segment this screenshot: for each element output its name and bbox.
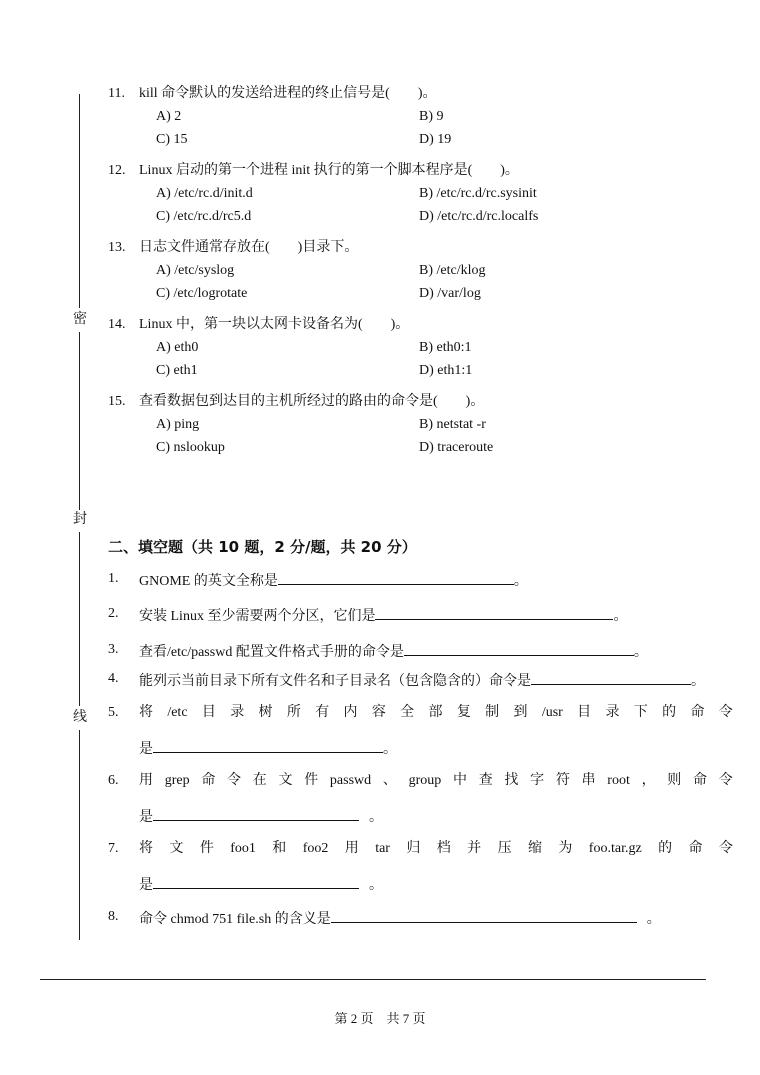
option-c: C) 15 [156,132,188,147]
word: 下 [633,705,648,720]
word: 并 [467,841,482,856]
word: 所 [286,705,301,720]
word: 文 [278,773,293,788]
word: 在 [252,773,267,788]
word: 录 [230,705,245,720]
option-a: A) 2 [156,109,182,124]
word: 、 [382,773,397,788]
word: 文 [169,841,184,856]
option-b: B) 9 [419,109,444,124]
word: grep [164,773,190,788]
word: 命 [688,841,703,856]
fill-number-4: 4. [108,671,119,686]
word: 字 [530,773,545,788]
binding-line [79,730,80,940]
fill-number-6: 6. [108,773,119,788]
word: 令 [718,773,733,788]
word: passwd [329,773,372,788]
fill-question-6-line1 [139,772,733,790]
answer-blank[interactable] [531,670,691,685]
option-a: A) eth0 [156,340,199,355]
fill-end: 。 [691,674,705,689]
binding-char-xian: 线 [73,710,87,725]
question-number: 11. [108,86,125,101]
word: 目 [577,705,592,720]
fill-end: 。 [513,574,528,589]
word: 到 [513,705,528,720]
word: 全 [400,705,415,720]
fill-number-2: 2. [108,606,119,621]
option-a: A) /etc/syslog [156,263,235,278]
fill-number-8: 8. [108,909,119,924]
answer-blank[interactable] [404,641,634,656]
word: 制 [485,705,500,720]
word: 录 [605,705,620,720]
fill-end: 。 [613,609,628,624]
question-number: 14. [108,317,126,332]
question-text: 日志文件通常存放在( )目录下。 [139,240,359,255]
answer-blank[interactable] [278,570,514,585]
word: group [408,773,442,788]
word: 找 [504,773,519,788]
fill-end: 。 [646,912,661,927]
word: 命 [201,773,216,788]
page-footer: 第 2 页 共 7 页 [334,1011,426,1026]
fill-end: 。 [369,878,383,893]
word: ， [641,773,656,788]
word: 用 [139,773,153,788]
fill-cont: 是 [139,742,153,757]
word: 和 [272,841,287,856]
option-c: C) /etc/rc.d/rc5.d [156,209,252,224]
option-d: D) /etc/rc.d/rc.localfs [419,209,539,224]
binding-margin [74,94,86,940]
question-text: Linux 中，第一块以太网卡设备名为( )。 [139,317,410,332]
fill-question-5-line2 [139,738,397,759]
word: 将 [139,841,153,856]
word: 中 [452,773,467,788]
word: 的 [658,841,673,856]
word: 件 [199,841,214,856]
fill-cont: 是 [139,878,153,893]
fill-text: 能列示当前目录下所有文件名和子目录名（包含隐含的）命令是 [139,674,531,689]
fill-end: 。 [633,645,648,660]
word: 复 [456,705,471,720]
option-a: A) /etc/rc.d/init.d [156,186,253,201]
word: 为 [558,841,573,856]
option-d: D) 19 [419,132,452,147]
section-heading: 二、填空题（共 10 题，2 分/题，共 20 分） [108,538,417,556]
fill-question-1 [139,570,528,591]
binding-line [79,332,80,510]
option-d: D) traceroute [419,440,494,455]
option-b: B) /etc/klog [419,263,486,278]
fill-number-5: 5. [108,705,119,720]
fill-text: GNOME 的英文全称是 [139,574,278,589]
word: 用 [344,841,359,856]
word: root [607,773,630,788]
answer-blank[interactable] [153,874,359,889]
answer-blank[interactable] [331,908,637,923]
question-number: 13. [108,240,126,255]
word: 符 [555,773,570,788]
fill-question-7-line2 [139,874,383,895]
word: 档 [436,841,451,856]
word: 内 [343,705,358,720]
option-c: C) nslookup [156,440,225,455]
word: 件 [304,773,319,788]
word: /etc [167,705,188,720]
fill-end: 。 [383,742,397,757]
fill-question-6-line2 [139,806,383,827]
fill-cont: 是 [139,810,153,825]
word: 部 [428,705,443,720]
word: foo.tar.gz [588,841,642,856]
word: 将 [139,705,153,720]
word: 树 [258,705,273,720]
question-text: kill 命令默认的发送给进程的终止信号是( )。 [139,86,437,101]
binding-char-mi: 密 [73,312,87,327]
fill-question-2 [139,605,627,626]
fill-number-1: 1. [108,571,119,586]
option-b: B) /etc/rc.d/rc.sysinit [419,186,537,201]
option-a: A) ping [156,417,200,432]
binding-line [79,532,80,706]
option-b: B) eth0:1 [419,340,472,355]
word: 命 [690,705,705,720]
word: tar [375,841,390,856]
option-c: C) eth1 [156,363,198,378]
fill-question-7-line1 [139,840,733,858]
word: 串 [581,773,596,788]
binding-char-feng: 封 [73,512,87,527]
answer-blank[interactable] [153,806,359,821]
word: 令 [227,773,242,788]
word: 容 [371,705,386,720]
fill-number-7: 7. [108,841,119,856]
option-b: B) netstat -r [419,417,486,432]
word: 目 [201,705,216,720]
word: 命 [693,773,708,788]
fill-question-3 [139,641,648,662]
question-number: 12. [108,163,126,178]
option-c: C) /etc/logrotate [156,286,248,301]
word: 归 [406,841,421,856]
word: foo2 [302,841,329,856]
question-text: 查看数据包到达目的主机所经过的路由的命令是( )。 [139,394,485,409]
fill-text: 安装 Linux 至少需要两个分区，它们是 [139,609,376,624]
word: 则 [667,773,682,788]
question-text: Linux 启动的第一个进程 init 执行的第一个脚本程序是( )。 [139,163,519,178]
fill-question-8 [139,908,661,929]
question-number: 15. [108,394,126,409]
fill-text: 命令 chmod 751 file.sh 的含义是 [139,912,331,927]
answer-blank[interactable] [375,605,613,620]
fill-question-4 [139,670,705,691]
word: 有 [315,705,330,720]
word: 查 [478,773,493,788]
footer-rule [40,979,706,980]
fill-text: 查看/etc/passwd 配置文件格式手册的命令是 [139,645,404,660]
word: 令 [718,705,733,720]
word: 压 [497,841,512,856]
option-d: D) eth1:1 [419,363,473,378]
answer-blank[interactable] [153,738,383,753]
word: 令 [718,841,733,856]
fill-number-3: 3. [108,642,119,657]
fill-question-5-line1 [139,704,733,722]
word: 缩 [527,841,542,856]
binding-line [79,94,80,308]
word: 的 [662,705,677,720]
option-d: D) /var/log [419,286,481,301]
word: foo1 [230,841,256,856]
fill-end: 。 [369,810,383,825]
word: /usr [541,705,563,720]
